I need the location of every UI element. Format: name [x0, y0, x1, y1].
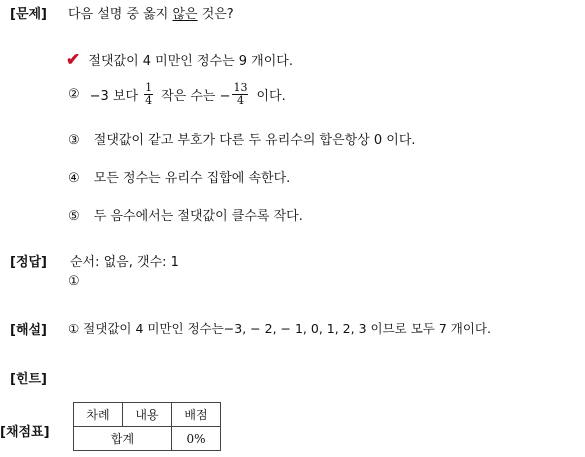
option-4-marker: ④	[68, 171, 80, 186]
option-1-text: 절댓값이 4 미만인 정수는 9 개이다.	[88, 54, 293, 69]
option-5-marker: ⑤	[68, 209, 80, 224]
explanation-text: ① 절댓값이 4 미만인 정수는−3, − 2, − 1, 0, 1, 2, 3 이므로 모두 7 개이다.	[68, 321, 491, 336]
option-5-text: 두 음수에서는 절댓값이 클수록 작다.	[93, 209, 303, 224]
question-suffix: 것은?	[197, 7, 234, 22]
answer-line-2: ①	[68, 274, 80, 289]
rubric-total-label: 합계	[74, 427, 172, 451]
option-3-text: 절댓값이 같고 부호가 다른 두 유리수의 합은항상 0 이다.	[93, 133, 416, 148]
option-1[interactable]	[66, 50, 293, 70]
answer-line-1: 순서: 없음, 갯수: 1	[70, 255, 179, 270]
option-2-pre: −3 보다	[89, 89, 139, 104]
question-stem	[68, 3, 234, 22]
fraction-thirteen-quarters	[232, 82, 248, 107]
hint-label: [힌트]	[10, 372, 47, 387]
option-5[interactable]	[68, 205, 303, 224]
option-2-marker: ②	[68, 87, 80, 102]
option-2-mid: 작은 수는 −	[161, 89, 231, 104]
option-2-post: 이다.	[256, 89, 286, 104]
explanation-label: [해설]	[10, 323, 47, 338]
rubric-table	[73, 402, 221, 451]
fraction-denominator: 4	[236, 94, 244, 107]
rubric-total-value: 0%	[172, 427, 221, 451]
rubric-header-order: 차례	[74, 403, 123, 427]
fraction-numerator: 1	[145, 81, 153, 94]
option-3-marker: ③	[68, 133, 80, 148]
checkmark-icon: ✔	[66, 50, 81, 70]
answer-label: [정답]	[10, 255, 47, 270]
rubric-header-content: 내용	[123, 403, 172, 427]
option-4-text: 모든 정수는 유리수 집합에 속한다.	[93, 171, 291, 186]
option-2[interactable]	[68, 82, 286, 107]
question-label: [문제]	[10, 7, 47, 22]
option-3[interactable]	[68, 129, 416, 148]
question-prefix: 다음 설명 중 옳지	[68, 7, 173, 22]
rubric-header-points: 배점	[172, 403, 221, 427]
option-4[interactable]	[68, 167, 290, 186]
question-underlined: 않은	[172, 7, 198, 22]
rubric-label: [채점표]	[0, 425, 50, 440]
fraction-numerator: 13	[233, 81, 248, 94]
fraction-denominator: 4	[145, 94, 153, 107]
rubric-total-row	[74, 427, 221, 451]
fraction-one-quarter	[144, 82, 153, 107]
rubric-header-row	[74, 403, 221, 427]
